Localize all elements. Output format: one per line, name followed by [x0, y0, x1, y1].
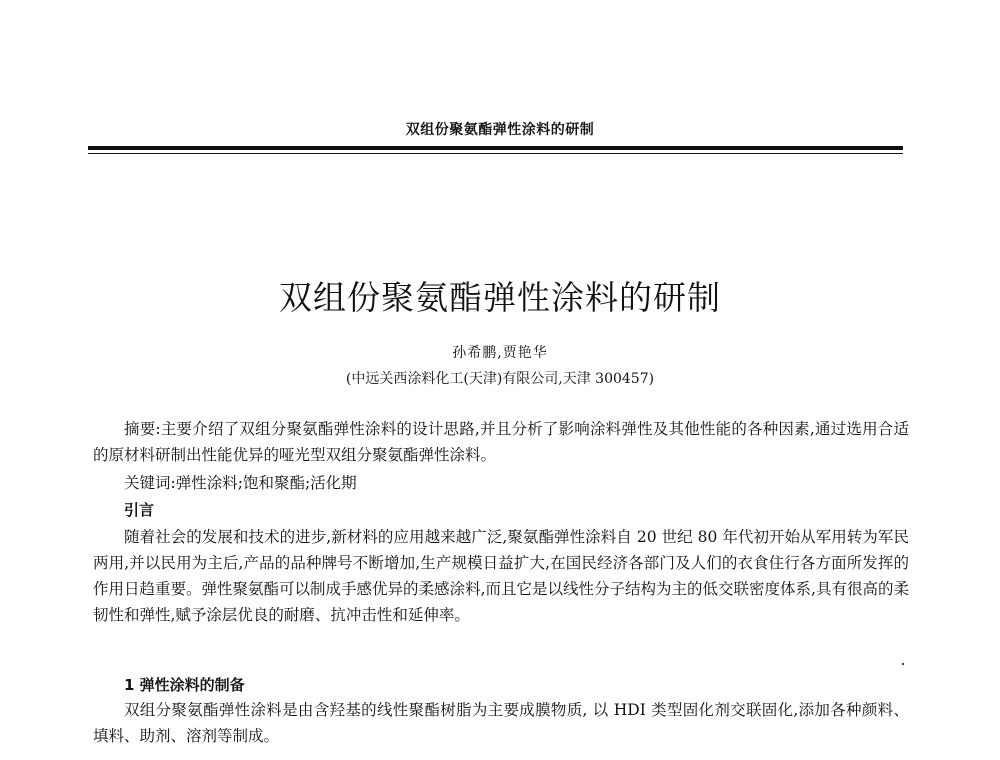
running-head: 双组份聚氨酯弹性涂料的研制: [405, 122, 595, 138]
intro-heading: 引言: [124, 501, 155, 519]
intro-paragraph: 随着社会的发展和技术的进步,新材料的应用越来越广泛,聚氨酯弹性涂料自 20 世纪 80 年代初开始从军用转为军民两用,并以民用为主后,产品的品种牌号不断增加,生产规模日益扩大,在国民经济各部门及人们的衣食住行各方面所发挥的作用日趋重要。弹性聚氨酯可以制成手感优异的柔感涂料,而且它是以线性分子结构为主的低交联密度体系,具有很高的柔韧性和弹性,赋予涂层优良的耐磨、抗冲击性和延伸率。: [93, 528, 909, 624]
header-rule-thin: [88, 153, 903, 154]
section-1-paragraph: 双组分聚氨酯弹性涂料是由含羟基的线性聚酯树脂为主要成膜物质, 以 HDI 类型固化剂交联固化,添加各种颜料、填料、助剂、溶剂等制成。: [93, 701, 909, 745]
scan-speck: [902, 663, 904, 665]
paper-title: 双组份聚氨酯弹性涂料的研制: [279, 278, 721, 317]
keywords: 关键词:弹性涂料;饱和聚酯;活化期: [124, 474, 357, 492]
affiliation: (中远关西涂料化工(天津)有限公司,天津 300457): [345, 371, 655, 387]
authors: 孙希鹏,贾艳华: [452, 345, 548, 361]
section-1-heading: 1 弹性涂料的制备: [124, 676, 245, 694]
abstract: 摘要:主要介绍了双组分聚氨酯弹性涂料的设计思路,并且分析了影响涂料弹性及其他性能的各种因素,通过选用合适的原材料研制出性能优异的哑光型双组分聚氨酯弹性涂料。: [93, 420, 909, 464]
header-rule-thick: [88, 146, 903, 150]
